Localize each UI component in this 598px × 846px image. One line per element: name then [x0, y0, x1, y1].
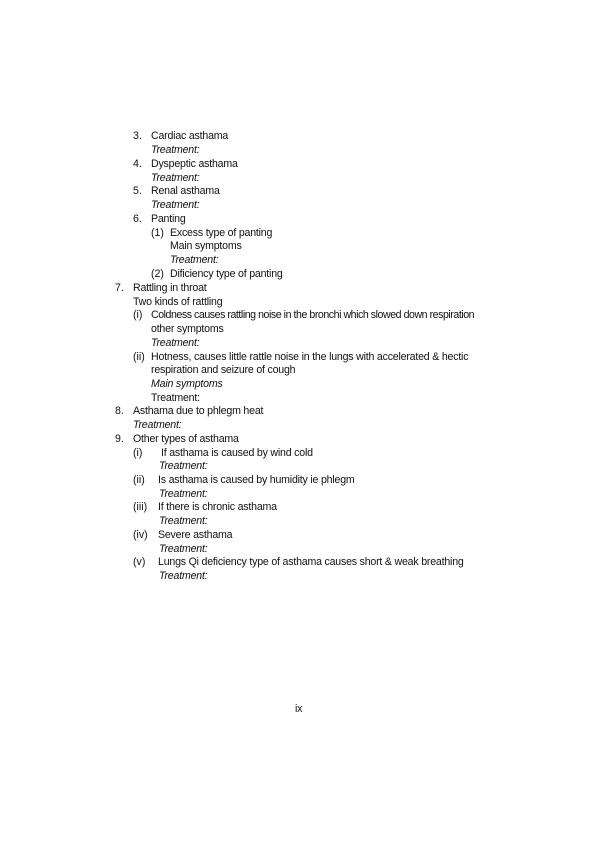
- item-9-sub-iii-title: If there is chronic asthama: [158, 501, 277, 513]
- item-8-title: Asthama due to phlegm heat: [133, 405, 264, 417]
- page-number: ix: [295, 703, 303, 715]
- item-9-title: Other types of asthama: [133, 433, 239, 445]
- item-6-sub1-treatment: Treatment:: [170, 254, 219, 266]
- item-9-sub-iv-title: Severe asthama: [158, 529, 233, 541]
- item-6-sub2-number: (2): [151, 268, 164, 280]
- item-6-sub1-number: (1): [151, 227, 164, 239]
- item-7-sub1-line2: other symptoms: [151, 323, 224, 335]
- item-7-sub2-line1: Hotness, causes little rattle noise in the lungs with accelerated & hectic: [151, 351, 469, 363]
- item-7-sub2-number: (ii): [133, 351, 145, 363]
- item-9-number: 9.: [115, 433, 124, 445]
- item-4-title: Dyspeptic asthama: [151, 158, 238, 170]
- item-9-sub-iv-number: (iv): [133, 529, 148, 541]
- item-7-sub2-line2: respiration and seizure of cough: [151, 364, 296, 376]
- item-9-sub-v-treatment: Treatment:: [159, 570, 208, 582]
- item-5-number: 5.: [133, 185, 142, 197]
- item-6-sub2-title: Dificiency type of panting: [170, 268, 283, 280]
- item-7-sub1-treatment: Treatment:: [151, 337, 200, 349]
- item-7-number: 7.: [115, 282, 124, 294]
- item-3-number: 3.: [133, 130, 142, 142]
- item-5-title: Renal asthama: [151, 185, 220, 197]
- item-6-number: 6.: [133, 213, 142, 225]
- item-9-sub-ii-title: Is asthama is caused by humidity ie phlegm: [158, 474, 355, 486]
- item-8-treatment: Treatment:: [133, 419, 182, 431]
- item-7-intro: Two kinds of rattling: [133, 296, 223, 308]
- item-9-sub-v-title: Lungs Qi deficiency type of asthama causes short & weak breathing: [158, 556, 464, 568]
- item-7-sub1-line1: Coldness causes rattling noise in the bronchi which slowed down respiration: [151, 309, 475, 321]
- item-9-sub-iii-treatment: Treatment:: [159, 515, 208, 527]
- item-9-sub-ii-number: (ii): [133, 474, 145, 486]
- item-7-sub2-main-symptoms: Main symptoms: [151, 378, 223, 390]
- item-8-number: 8.: [115, 405, 124, 417]
- item-9-sub-iii-number: (iii): [133, 501, 148, 513]
- item-9-sub-i-title: If asthama is caused by wind cold: [161, 447, 313, 459]
- item-3-treatment: Treatment:: [151, 144, 200, 156]
- item-9-sub-i-number: (i): [133, 447, 143, 459]
- item-9-sub-i-treatment: Treatment:: [159, 460, 208, 472]
- item-6-title: Panting: [151, 213, 186, 225]
- item-9-sub-ii-treatment: Treatment:: [159, 488, 208, 500]
- item-9-sub-v-number: (v): [133, 556, 146, 568]
- item-7-title: Rattling in throat: [133, 282, 207, 294]
- item-4-number: 4.: [133, 158, 142, 170]
- item-4-treatment: Treatment:: [151, 172, 200, 184]
- item-7-sub2-treatment: Treatment:: [151, 392, 200, 404]
- item-5-treatment: Treatment:: [151, 199, 200, 211]
- item-7-sub1-number: (i): [133, 309, 143, 321]
- item-3-title: Cardiac asthama: [151, 130, 229, 142]
- item-6-sub1-main-symptoms: Main symptoms: [170, 240, 242, 252]
- item-9-sub-iv-treatment: Treatment:: [159, 543, 208, 555]
- item-6-sub1-title: Excess type of panting: [170, 227, 273, 239]
